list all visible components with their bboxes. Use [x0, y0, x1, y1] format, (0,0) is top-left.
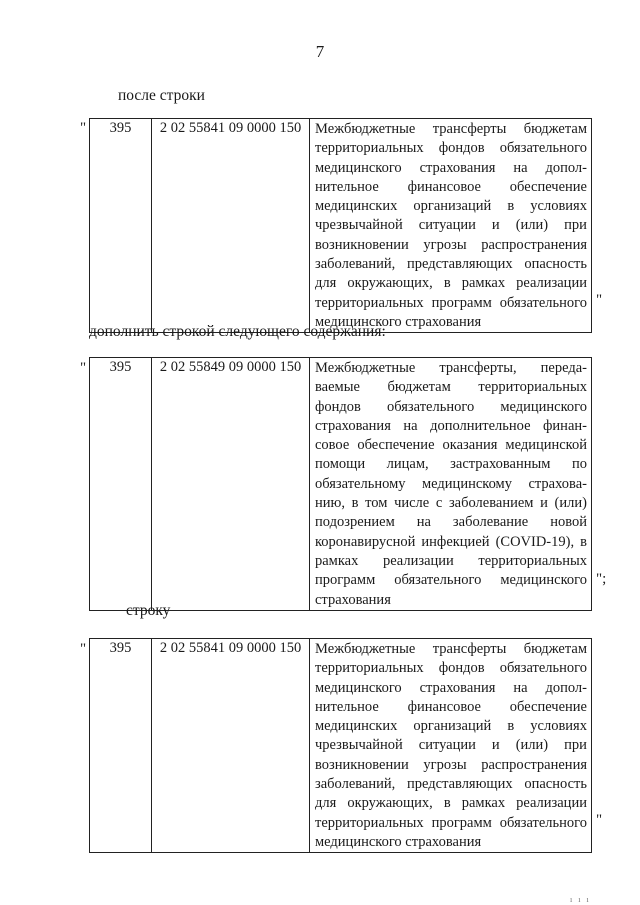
section-2-intro: дополнить строкой следующего содержания: [89, 323, 386, 340]
table-row [90, 358, 592, 611]
description-line: территориальных программ обязательного [315, 814, 587, 831]
section-1-intro: после строки [118, 87, 205, 104]
description-line: совое обеспечение оказания медицинской [315, 437, 587, 454]
description-cell [310, 119, 592, 333]
description-line: чрезвычайной ситуации и (или) при [315, 737, 587, 754]
description-line: рамках реализации территориальных [315, 552, 587, 569]
description-cell [310, 639, 592, 853]
kbk-cell: 2 02 55849 09 0000 150 [152, 358, 310, 611]
kbk-cell: 2 02 55841 09 0000 150 [152, 639, 310, 853]
description-line: нию, в том числе с заболеванием и (или) [315, 495, 587, 512]
description-cell [310, 358, 592, 611]
description-line: медицинского страхования [315, 833, 482, 850]
description-line: для окружающих, в рамках реализации [315, 275, 587, 292]
section-2-close-quote: "; [596, 571, 607, 587]
kbk-cell: 2 02 55841 09 0000 150 [152, 119, 310, 333]
section-1-close-quote: " [596, 292, 603, 308]
description-line: помощи лицам, застрахованным по [315, 456, 587, 473]
description-line: коронавирусной инфекцией (COVID-19), в [315, 533, 587, 550]
section-3-open-quote: " [80, 641, 87, 657]
description-line: медицинских организаций в условиях [315, 718, 587, 735]
description-line: медицинских организаций в условиях [315, 198, 587, 215]
section-1-open-quote: " [80, 120, 87, 136]
page-number: 7 [315, 42, 325, 61]
description-line: возникновении угрозы распространения [315, 756, 587, 773]
description-line: территориальных фондов обязательного [315, 660, 587, 677]
description-line: Межбюджетные трансферты бюджетам [315, 641, 587, 657]
admin-code-cell: 395 [90, 358, 152, 611]
description-line: медицинского страхования на допол- [315, 679, 587, 696]
description-line: страхования на дополнительное финан- [315, 417, 587, 434]
description-line: страхования [315, 591, 391, 608]
section-3-table [89, 638, 592, 853]
section-2-open-quote: " [80, 360, 87, 376]
description-line: заболеваний, представляющих опасность [315, 256, 587, 273]
description-line: программ обязательного медицинского [315, 572, 587, 589]
description-line: Межбюджетные трансферты бюджетам [315, 121, 587, 137]
description-line: медицинского страхования на допол- [315, 159, 587, 176]
scan-mark: ı ı ı [570, 895, 591, 904]
description-line: нительное финансовое обеспечение [315, 178, 587, 195]
description-line: Межбюджетные трансферты, переда- [315, 360, 587, 376]
description-line: фондов обязательного медицинского [315, 398, 587, 415]
description-line: территориальных фондов обязательного [315, 140, 587, 157]
description-line: возникновении угрозы распространения [315, 236, 587, 253]
table-row [90, 639, 592, 853]
description-line: медицинского страхования [315, 313, 482, 330]
description-line: для окружающих, в рамках реализации [315, 795, 587, 812]
description-line: подозрением на заболевание новой [315, 514, 587, 531]
section-3-intro: строку [126, 602, 171, 619]
description-line: территориальных программ обязательного [315, 294, 587, 311]
admin-code-cell: 395 [90, 639, 152, 853]
section-3-close-quote: " [596, 812, 603, 828]
description-line: ваемые бюджетам территориальных [315, 379, 587, 396]
admin-code-cell: 395 [90, 119, 152, 333]
description-line: обязательному медицинскому страхова- [315, 475, 587, 492]
section-2-table [89, 357, 592, 611]
description-line: нительное финансовое обеспечение [315, 698, 587, 715]
table-row [90, 119, 592, 333]
description-line: заболеваний, представляющих опасность [315, 776, 587, 793]
description-line: чрезвычайной ситуации и (или) при [315, 217, 587, 234]
section-1-table [89, 118, 592, 333]
